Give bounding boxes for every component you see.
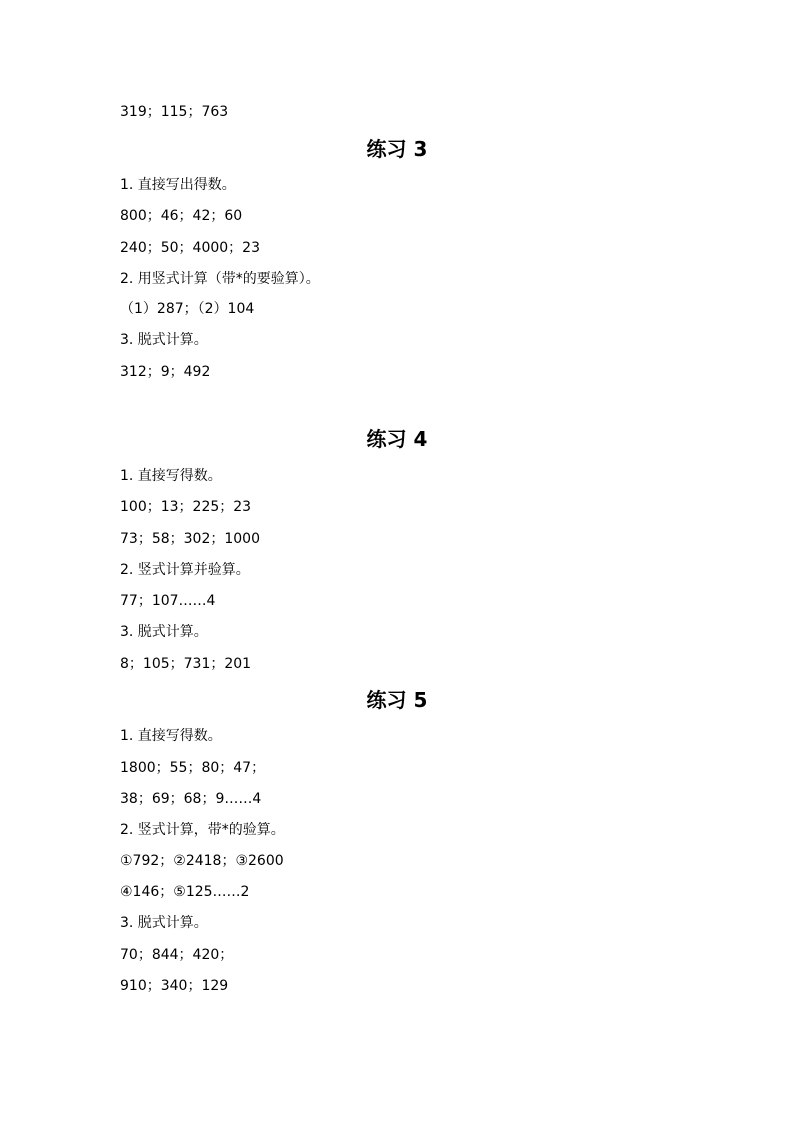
answer-line: 73；58；302；1000 <box>120 531 260 547</box>
answer-line: 800；46；42；60 <box>120 208 243 224</box>
section-title-exercise-5: 练习 5 <box>366 688 428 712</box>
answer-line: 70；844；420； <box>120 947 234 963</box>
answer-line: ④146；⑤125……2 <box>120 884 250 900</box>
answer-line: 100；13；225；23 <box>120 499 252 515</box>
question-heading: 1. 直接写得数。 <box>120 468 222 484</box>
section-title-exercise-4: 练习 4 <box>366 427 428 451</box>
question-heading: 3. 脱式计算。 <box>120 915 208 931</box>
question-heading: 2. 用竖式计算（带*的要验算）。 <box>120 271 320 287</box>
answer-line: 319；115；763 <box>120 104 229 120</box>
question-heading: 1. 直接写出得数。 <box>120 177 236 193</box>
answer-line: 910；340；129 <box>120 978 229 994</box>
answer-line: 8；105；731；201 <box>120 656 252 672</box>
question-heading: 2. 竖式计算并验算。 <box>120 562 250 578</box>
question-heading: 3. 脱式计算。 <box>120 332 208 348</box>
question-heading: 2. 竖式计算，带*的验算。 <box>120 822 285 838</box>
question-heading: 3. 脱式计算。 <box>120 624 208 640</box>
answer-line: 1800；55；80；47； <box>120 760 266 776</box>
answer-line: 38；69；68；9……4 <box>120 791 262 807</box>
question-heading: 1. 直接写得数。 <box>120 728 222 744</box>
answer-line: 77；107……4 <box>120 593 216 609</box>
answer-line: （1）287；（2）104 <box>120 301 255 317</box>
section-title-exercise-3: 练习 3 <box>366 137 428 161</box>
answer-line: 240；50；4000；23 <box>120 240 260 256</box>
answer-line: ①792；②2418；③2600 <box>120 853 284 869</box>
answer-line: 312；9；492 <box>120 364 211 380</box>
